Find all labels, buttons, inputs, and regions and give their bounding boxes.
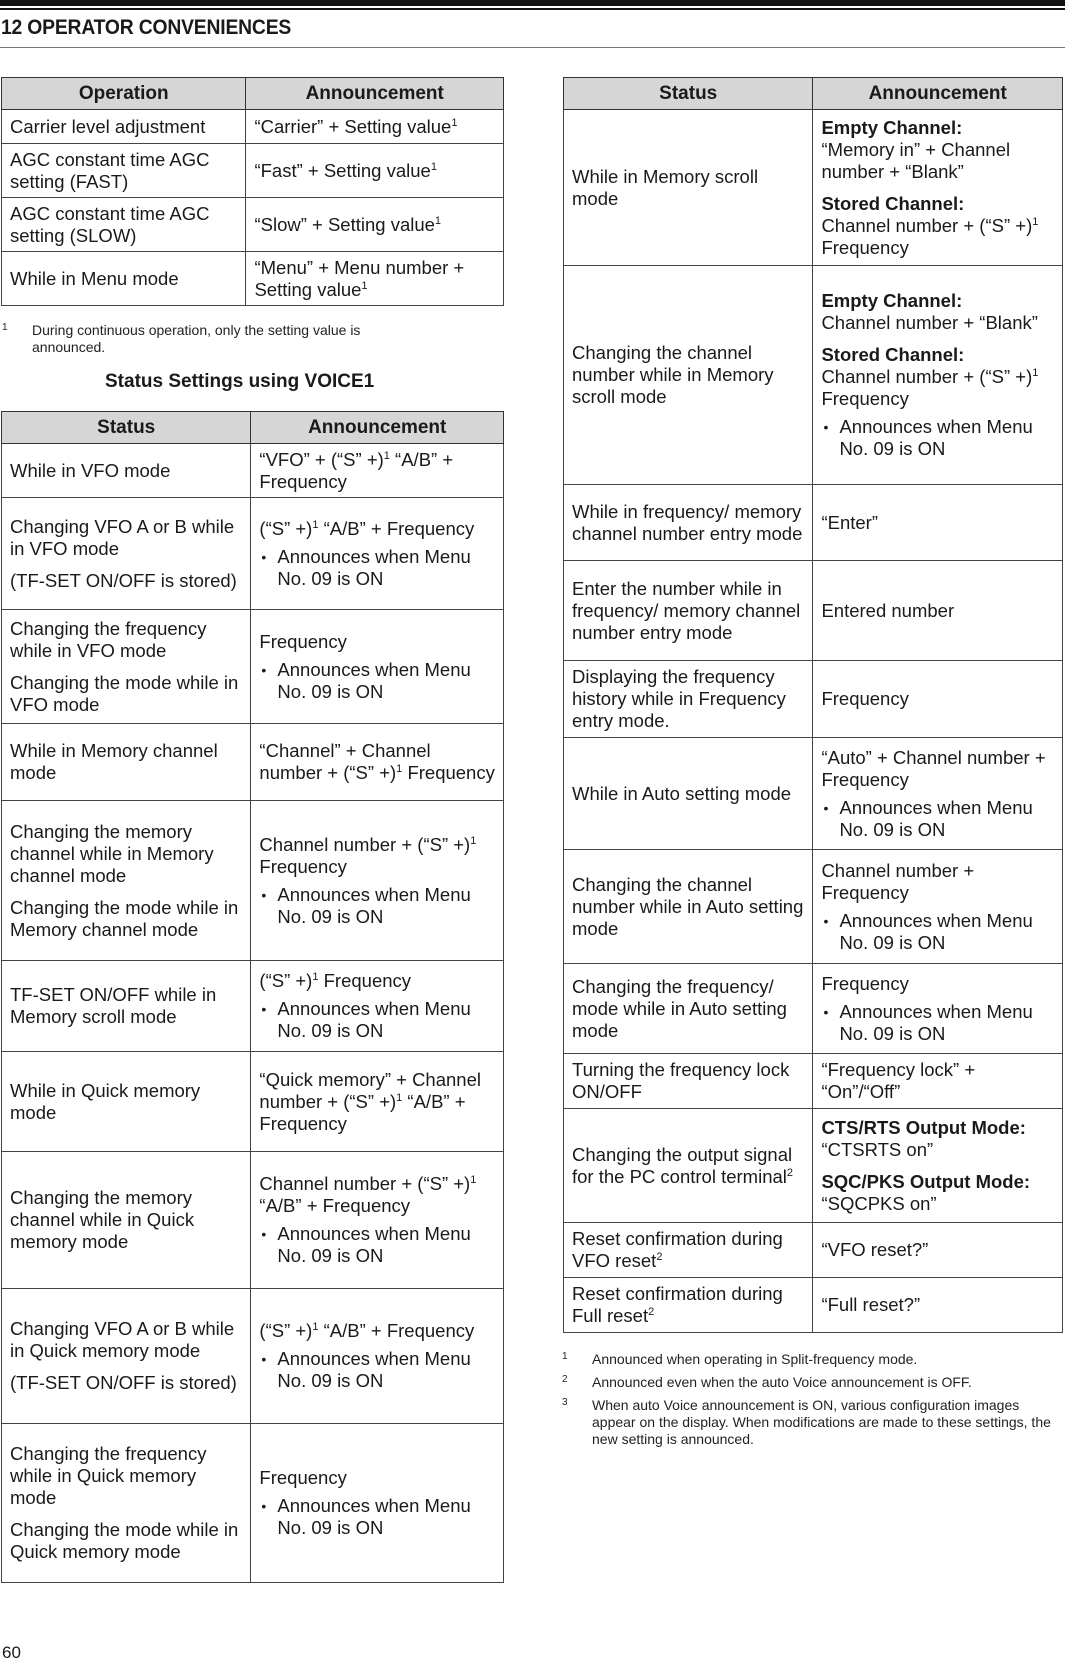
table-row xyxy=(564,485,1063,561)
table1-footnote xyxy=(2,322,432,356)
table-header-row xyxy=(2,78,504,110)
announcement-cell: Empty Channel: “Memory in” + Channel number + “Blank” Stored Channel: Channel number + (“S” +)$^1$ Frequency xyxy=(813,110,1063,266)
announcement-cell: Frequency xyxy=(813,661,1063,738)
status-cell: Reset confirmation during Full reset$^2$ xyxy=(564,1278,813,1333)
announcement-cell: “Channel” + Channel number + (“S” +)$^1$ Frequency xyxy=(251,724,504,801)
table-header-row xyxy=(564,78,1063,110)
top-rule-thick xyxy=(0,0,1065,6)
status-cell: Changing VFO A or B while in Quick memory mode (TF-SET ON/OFF is stored) xyxy=(2,1289,251,1424)
table-row xyxy=(2,498,504,610)
table-row xyxy=(2,198,504,252)
status-cell: Changing the channel number while in Memory scroll mode xyxy=(564,266,813,485)
announcement-cell: “Carrier” + Setting value$^1$ xyxy=(246,110,504,144)
column-header: Status xyxy=(2,412,251,444)
status-cell: Displaying the frequency history while in Frequency entry mode. xyxy=(564,661,813,738)
footnote-text: Announced when operating in Split-frequency mode. xyxy=(592,1351,918,1367)
announcement-cell: Channel number + Frequency • Announces when Menu No. 09 is ON xyxy=(813,850,1063,964)
table-row xyxy=(564,1109,1063,1223)
table-row xyxy=(564,661,1063,738)
top-rule-thin xyxy=(0,8,1065,10)
table-row xyxy=(564,1278,1063,1333)
status-cell: While in VFO mode xyxy=(2,444,251,498)
status-cell: Changing the memory channel while in Quick memory mode xyxy=(2,1152,251,1289)
status-cell: Turning the frequency lock ON/OFF xyxy=(564,1054,813,1109)
table-row xyxy=(564,110,1063,266)
table-row xyxy=(2,724,504,801)
table-row xyxy=(2,1152,504,1289)
table-row xyxy=(564,738,1063,850)
status-cell: Reset confirmation during VFO reset$^2$ xyxy=(564,1223,813,1278)
status-settings-table-right xyxy=(563,77,1063,1333)
footnote-mark: 3 xyxy=(562,1397,568,1408)
footnote-text: During continuous operation, only the setting value is announced. xyxy=(32,322,361,355)
status-settings-table-left xyxy=(1,411,504,1583)
announcement-cell: “Quick memory” + Channel number + (“S” +)$^1$ “A/B” + Frequency xyxy=(251,1052,504,1152)
status-cell: While in frequency/ memory channel number entry mode xyxy=(564,485,813,561)
table-row xyxy=(2,444,504,498)
operation-cell: AGC constant time AGC setting (SLOW) xyxy=(2,198,246,252)
announcement-cell: Entered number xyxy=(813,561,1063,661)
table-row xyxy=(564,850,1063,964)
operation-cell: While in Menu mode xyxy=(2,252,246,306)
announcement-cell: “Menu” + Menu number + Setting value$^1$ xyxy=(246,252,504,306)
footnote-mark: 1 xyxy=(562,1351,568,1362)
header-rule xyxy=(0,47,1065,48)
announcement-cell: “Full reset?” xyxy=(813,1278,1063,1333)
status-cell: Changing the channel number while in Auto setting mode xyxy=(564,850,813,964)
announcement-cell: “Fast” + Setting value$^1$ xyxy=(246,144,504,198)
section-title: Status Settings using VOICE1 xyxy=(105,371,375,392)
page-title: 12 OPERATOR CONVENIENCES xyxy=(1,16,292,39)
table-row xyxy=(2,110,504,144)
announcement-cell: “Enter” xyxy=(813,485,1063,561)
announcement-cell: (“S” +)$^1$ Frequency • Announces when Menu No. 09 is ON xyxy=(251,961,504,1052)
announcement-cell: (“S” +)$^1$ “A/B” + Frequency • Announces when Menu No. 09 is ON xyxy=(251,498,504,610)
table-row xyxy=(2,252,504,306)
table-row xyxy=(2,1289,504,1424)
table-row xyxy=(564,964,1063,1054)
announcement-cell: “Slow” + Setting value$^1$ xyxy=(246,198,504,252)
announcement-cell: “Auto” + Channel number + Frequency • Announces when Menu No. 09 is ON xyxy=(813,738,1063,850)
status-cell: While in Auto setting mode xyxy=(564,738,813,850)
status-cell: Changing the frequency while in Quick memory mode Changing the mode while in Quick memory mode xyxy=(2,1424,251,1583)
column-header: Announcement xyxy=(246,78,504,110)
announcement-cell: “VFO reset?” xyxy=(813,1223,1063,1278)
table-row xyxy=(2,610,504,724)
table-row xyxy=(2,801,504,961)
announcement-cell: (“S” +)$^1$ “A/B” + Frequency • Announces when Menu No. 09 is ON xyxy=(251,1289,504,1424)
status-cell: Changing VFO A or B while in VFO mode (TF-SET ON/OFF is stored) xyxy=(2,498,251,610)
status-cell: Changing the memory channel while in Memory channel mode Changing the mode while in Memory channel mode xyxy=(2,801,251,961)
table-row xyxy=(564,561,1063,661)
announcement-cell: “Frequency lock” + “On”/“Off” xyxy=(813,1054,1063,1109)
status-cell: While in Memory scroll mode xyxy=(564,110,813,266)
page-number: 60 xyxy=(2,1643,21,1662)
operation-cell: Carrier level adjustment xyxy=(2,110,246,144)
table-header-row xyxy=(2,412,504,444)
table-row xyxy=(564,1223,1063,1278)
announcement-cell: Frequency • Announces when Menu No. 09 is ON xyxy=(251,610,504,724)
table-row xyxy=(564,1054,1063,1109)
status-cell: Changing the frequency while in VFO mode Changing the mode while in VFO mode xyxy=(2,610,251,724)
status-cell: Changing the frequency/ mode while in Auto setting mode xyxy=(564,964,813,1054)
announcement-cell: Empty Channel: Channel number + “Blank” Stored Channel: Channel number + (“S” +)$^1$ Frequency • Announces when Menu No. 09 is ON xyxy=(813,266,1063,485)
column-header: Operation xyxy=(2,78,246,110)
announcement-cell: Channel number + (“S” +)$^1$ “A/B” + Frequency • Announces when Menu No. 09 is ON xyxy=(251,1152,504,1289)
table-row xyxy=(2,961,504,1052)
status-cell: While in Memory channel mode xyxy=(2,724,251,801)
footnote-mark: 1 xyxy=(2,322,8,333)
footnote-1 xyxy=(562,1351,1062,1368)
table-row xyxy=(2,144,504,198)
announcement-cell: “VFO” + (“S” +)$^1$ “A/B” + Frequency xyxy=(251,444,504,498)
footnote-2 xyxy=(562,1374,1062,1391)
column-header: Status xyxy=(564,78,813,110)
column-header: Announcement xyxy=(813,78,1063,110)
status-cell: TF-SET ON/OFF while in Memory scroll mode xyxy=(2,961,251,1052)
status-cell: Changing the output signal for the PC control terminal$^2$ xyxy=(564,1109,813,1223)
announcement-cell: Frequency • Announces when Menu No. 09 is ON xyxy=(813,964,1063,1054)
table-row xyxy=(2,1424,504,1583)
column-header: Announcement xyxy=(251,412,504,444)
operation-cell: AGC constant time AGC setting (FAST) xyxy=(2,144,246,198)
footnote-mark: 2 xyxy=(562,1374,568,1385)
operation-announcement-table xyxy=(1,77,504,306)
status-cell: While in Quick memory mode xyxy=(2,1052,251,1152)
table-row xyxy=(2,1052,504,1152)
footnote-text: When auto Voice announcement is ON, various configuration images appear on the display. When modifications are made to these settings, the new setting is announced. xyxy=(592,1397,1051,1447)
footnote-3 xyxy=(562,1397,1062,1448)
announcement-cell: Channel number + (“S” +)$^1$ Frequency • Announces when Menu No. 09 is ON xyxy=(251,801,504,961)
table-row xyxy=(564,266,1063,485)
announcement-cell: Frequency • Announces when Menu No. 09 is ON xyxy=(251,1424,504,1583)
announcement-cell: CTS/RTS Output Mode: “CTSRTS on” SQC/PKS Output Mode: “SQCPKS on” xyxy=(813,1109,1063,1223)
footnote-text: Announced even when the auto Voice announcement is OFF. xyxy=(592,1374,972,1390)
status-cell: Enter the number while in frequency/ memory channel number entry mode xyxy=(564,561,813,661)
